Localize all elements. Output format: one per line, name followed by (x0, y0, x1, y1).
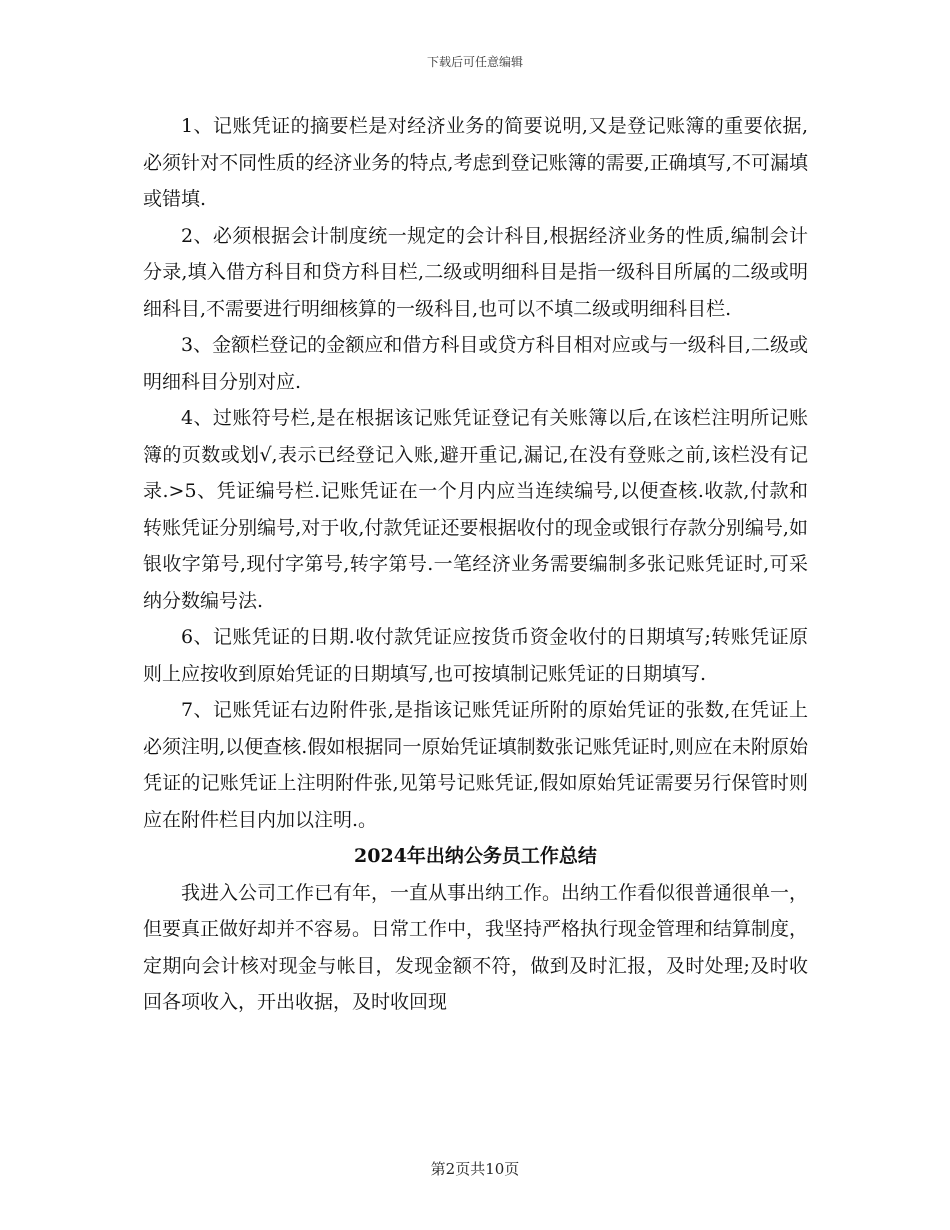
paragraph-7: 7、记账凭证右边附件张,是指该记账凭证所附的原始凭证的张数,在凭证上必须注明,以便查核.假如根据同一原始凭证填制数张记账凭证时,则应在未附原始凭证的记账凭证上注明附件张,见第号记账凭证,假如原始凭证需要另行保管时则应在附件栏目内加以注明.。 (143, 699, 808, 831)
section-paragraph: 我进入公司工作已有年，一直从事出纳工作。出纳工作看似很普通很单一，但要真正做好却并不容易。日常工作中，我坚持严格执行现金管理和结算制度，定期向会计核对现金与帐目，发现金额不符，做到及时汇报，及时处理;及时收回各项收入，开出收据，及时收回现 (143, 881, 809, 1013)
page-number: 第2页共10页 (430, 1160, 520, 1178)
paragraph-6: 6、记账凭证的日期.收付款凭证应按货币资金收付的日期填写;转账凭证原则上应按收到原始凭证的日期填写,也可按填制记账凭证的日期填写. (143, 626, 808, 685)
paragraph-4: 4、过账符号栏,是在根据该记账凭证登记有关账簿以后,在该栏注明所记账簿的页数或划√,表示已经登记入账,避开重记,漏记,在没有登账之前,该栏没有记录.>5、凭证编号栏.记账凭证在一个月内应当连续编号,以便查核.收款,付款和转账凭证分别编号,对于收,付款凭证还要根据收付的现金或银行存款分别编号,如银收字第号,现付字第号,转字第号.一笔经济业务需要编制多张记账凭证时,可采纳分数编号法. (143, 407, 808, 612)
page-header-note: 下载后可任意编辑 (426, 55, 523, 69)
paragraph-1: 1、记账凭证的摘要栏是对经济业务的简要说明,又是登记账簿的重要依据,必须针对不同性质的经济业务的特点,考虑到登记账簿的需要,正确填写,不可漏填或错填. (143, 115, 808, 210)
document-body (143, 108, 808, 1021)
paragraph-3: 3、金额栏登记的金额应和借方科目或贷方科目相对应或与一级科目,二级或明细科目分别对应. (143, 334, 808, 393)
section-title: 2024年出纳公务员工作总结 (354, 845, 597, 867)
paragraph-2: 2、必须根据会计制度统一规定的会计科目,根据经济业务的性质,编制会计分录,填入借方科目和贷方科目栏,二级或明细科目是指一级科目所属的二级或明细科目,不需要进行明细核算的一级科目,也可以不填二级或明细科目栏. (143, 224, 808, 320)
